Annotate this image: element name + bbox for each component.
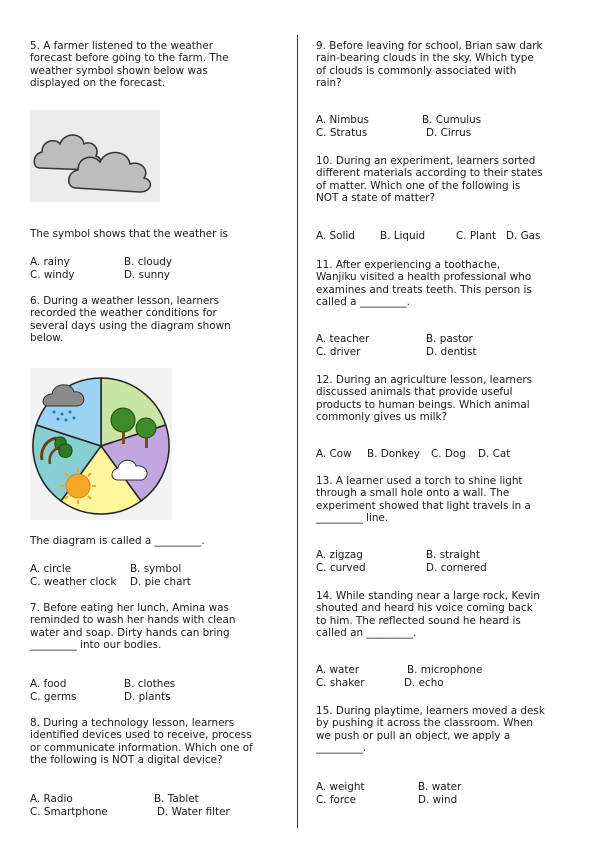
option-b: B. straight	[426, 549, 481, 561]
option-a: A. circle	[30, 563, 72, 575]
option-d: D. cornered	[426, 562, 487, 574]
option-d: D. wind	[418, 794, 458, 806]
option-c: C. germs	[30, 691, 77, 703]
option-c: C. curved	[316, 562, 366, 574]
option-d: D. Water filter	[157, 806, 230, 818]
weather-pie-chart-diagram	[30, 368, 172, 520]
question-6-text: 6. During a weather lesson, learners recorded the weather conditions for several days using the diagram shown below.	[30, 295, 231, 345]
option-d: D. dentist	[426, 346, 477, 358]
option-c: C. Dog	[431, 448, 466, 460]
question-9-text: 9. Before leaving for school, Brian saw dark rain-bearing clouds in the sky. Which type of clouds is commonly associated with rain?	[316, 40, 543, 90]
question-14-text: 14. While standing near a large rock, Kevin shouted and heard his voice coming back to him. The reflected sound he heard is called an _________.	[316, 590, 540, 640]
option-d: D. sunny	[124, 269, 170, 281]
option-c: C. driver	[316, 346, 361, 358]
question-6-statement: The diagram is called a _________.	[30, 535, 205, 547]
option-c: C. force	[316, 794, 357, 806]
option-b: B. Tablet	[154, 793, 199, 805]
option-b: B. pastor	[426, 333, 473, 345]
option-d: D. Cirrus	[426, 127, 472, 139]
option-c: C. shaker	[316, 677, 365, 689]
option-c: C. weather clock	[30, 576, 117, 588]
option-c: C. Smartphone	[30, 806, 108, 818]
option-a: A. zigzag	[316, 549, 363, 561]
option-a: A. weight	[316, 781, 365, 793]
option-b: B. clothes	[124, 678, 176, 690]
question-12-text: 12. During an agriculture lesson, learners discussed animals that provide useful products to human beings. Which animal commonly gives us milk?	[316, 374, 533, 424]
question-11-text: 11. After experiencing a toothache, Wanjiku visited a health professional who examines and treats teeth. This person is called a _________.	[316, 259, 532, 309]
option-a: A. Radio	[30, 793, 73, 805]
option-b: B. Liquid	[380, 230, 426, 242]
option-a: A. Cow	[316, 448, 352, 460]
option-b: B. Donkey	[367, 448, 420, 460]
option-d: D. plants	[124, 691, 171, 703]
option-c: C. windy	[30, 269, 75, 281]
option-a: A. Solid	[316, 230, 355, 242]
option-a: A. water	[316, 664, 360, 676]
question-15-text: 15. During playtime, learners moved a desk by pushing it across the classroom. When we push or pull an object, we apply a _________.	[316, 705, 545, 755]
option-b: B. water	[418, 781, 462, 793]
option-a: A. Nimbus	[316, 114, 369, 126]
question-13-text: 13. A learner used a torch to shine light through a small hole onto a wall. The experiment showed that light travels in a _________ line.	[316, 475, 531, 525]
option-b: B. microphone	[407, 664, 483, 676]
cloudy-weather-symbol-icon	[30, 110, 160, 202]
question-5-text: 5. A farmer listened to the weather forecast before going to the farm. The weather symbol shown below was displayed on the forecast.	[30, 40, 229, 90]
option-b: B. cloudy	[124, 256, 173, 268]
option-a: A. teacher	[316, 333, 370, 345]
option-b: B. Cumulus	[422, 114, 482, 126]
question-10-text: 10. During an experiment, learners sorted different materials according to their states of matter. Which one of the following is NOT a state of matter?	[316, 155, 543, 205]
option-b: B. symbol	[130, 563, 182, 575]
option-c: C. Plant	[456, 230, 497, 242]
question-7-text: 7. Before eating her lunch, Amina was reminded to wash her hands with clean water and soap. Dirty hands can bring _________ into our bodies.	[30, 602, 236, 652]
option-d: D. pie chart	[130, 576, 191, 588]
question-8-text: 8. During a technology lesson, learners identified devices used to receive, process or communicate information. Which one of the following is NOT a digital device?	[30, 717, 253, 767]
option-d: D. Gas	[506, 230, 541, 242]
option-a: A. food	[30, 678, 67, 690]
option-d: D. echo	[404, 677, 444, 689]
column-divider	[297, 35, 298, 828]
option-d: D. Cat	[478, 448, 511, 460]
option-c: C. Stratus	[316, 127, 368, 139]
question-5-statement: The symbol shows that the weather is	[30, 228, 228, 240]
option-a: A. rainy	[30, 256, 70, 268]
